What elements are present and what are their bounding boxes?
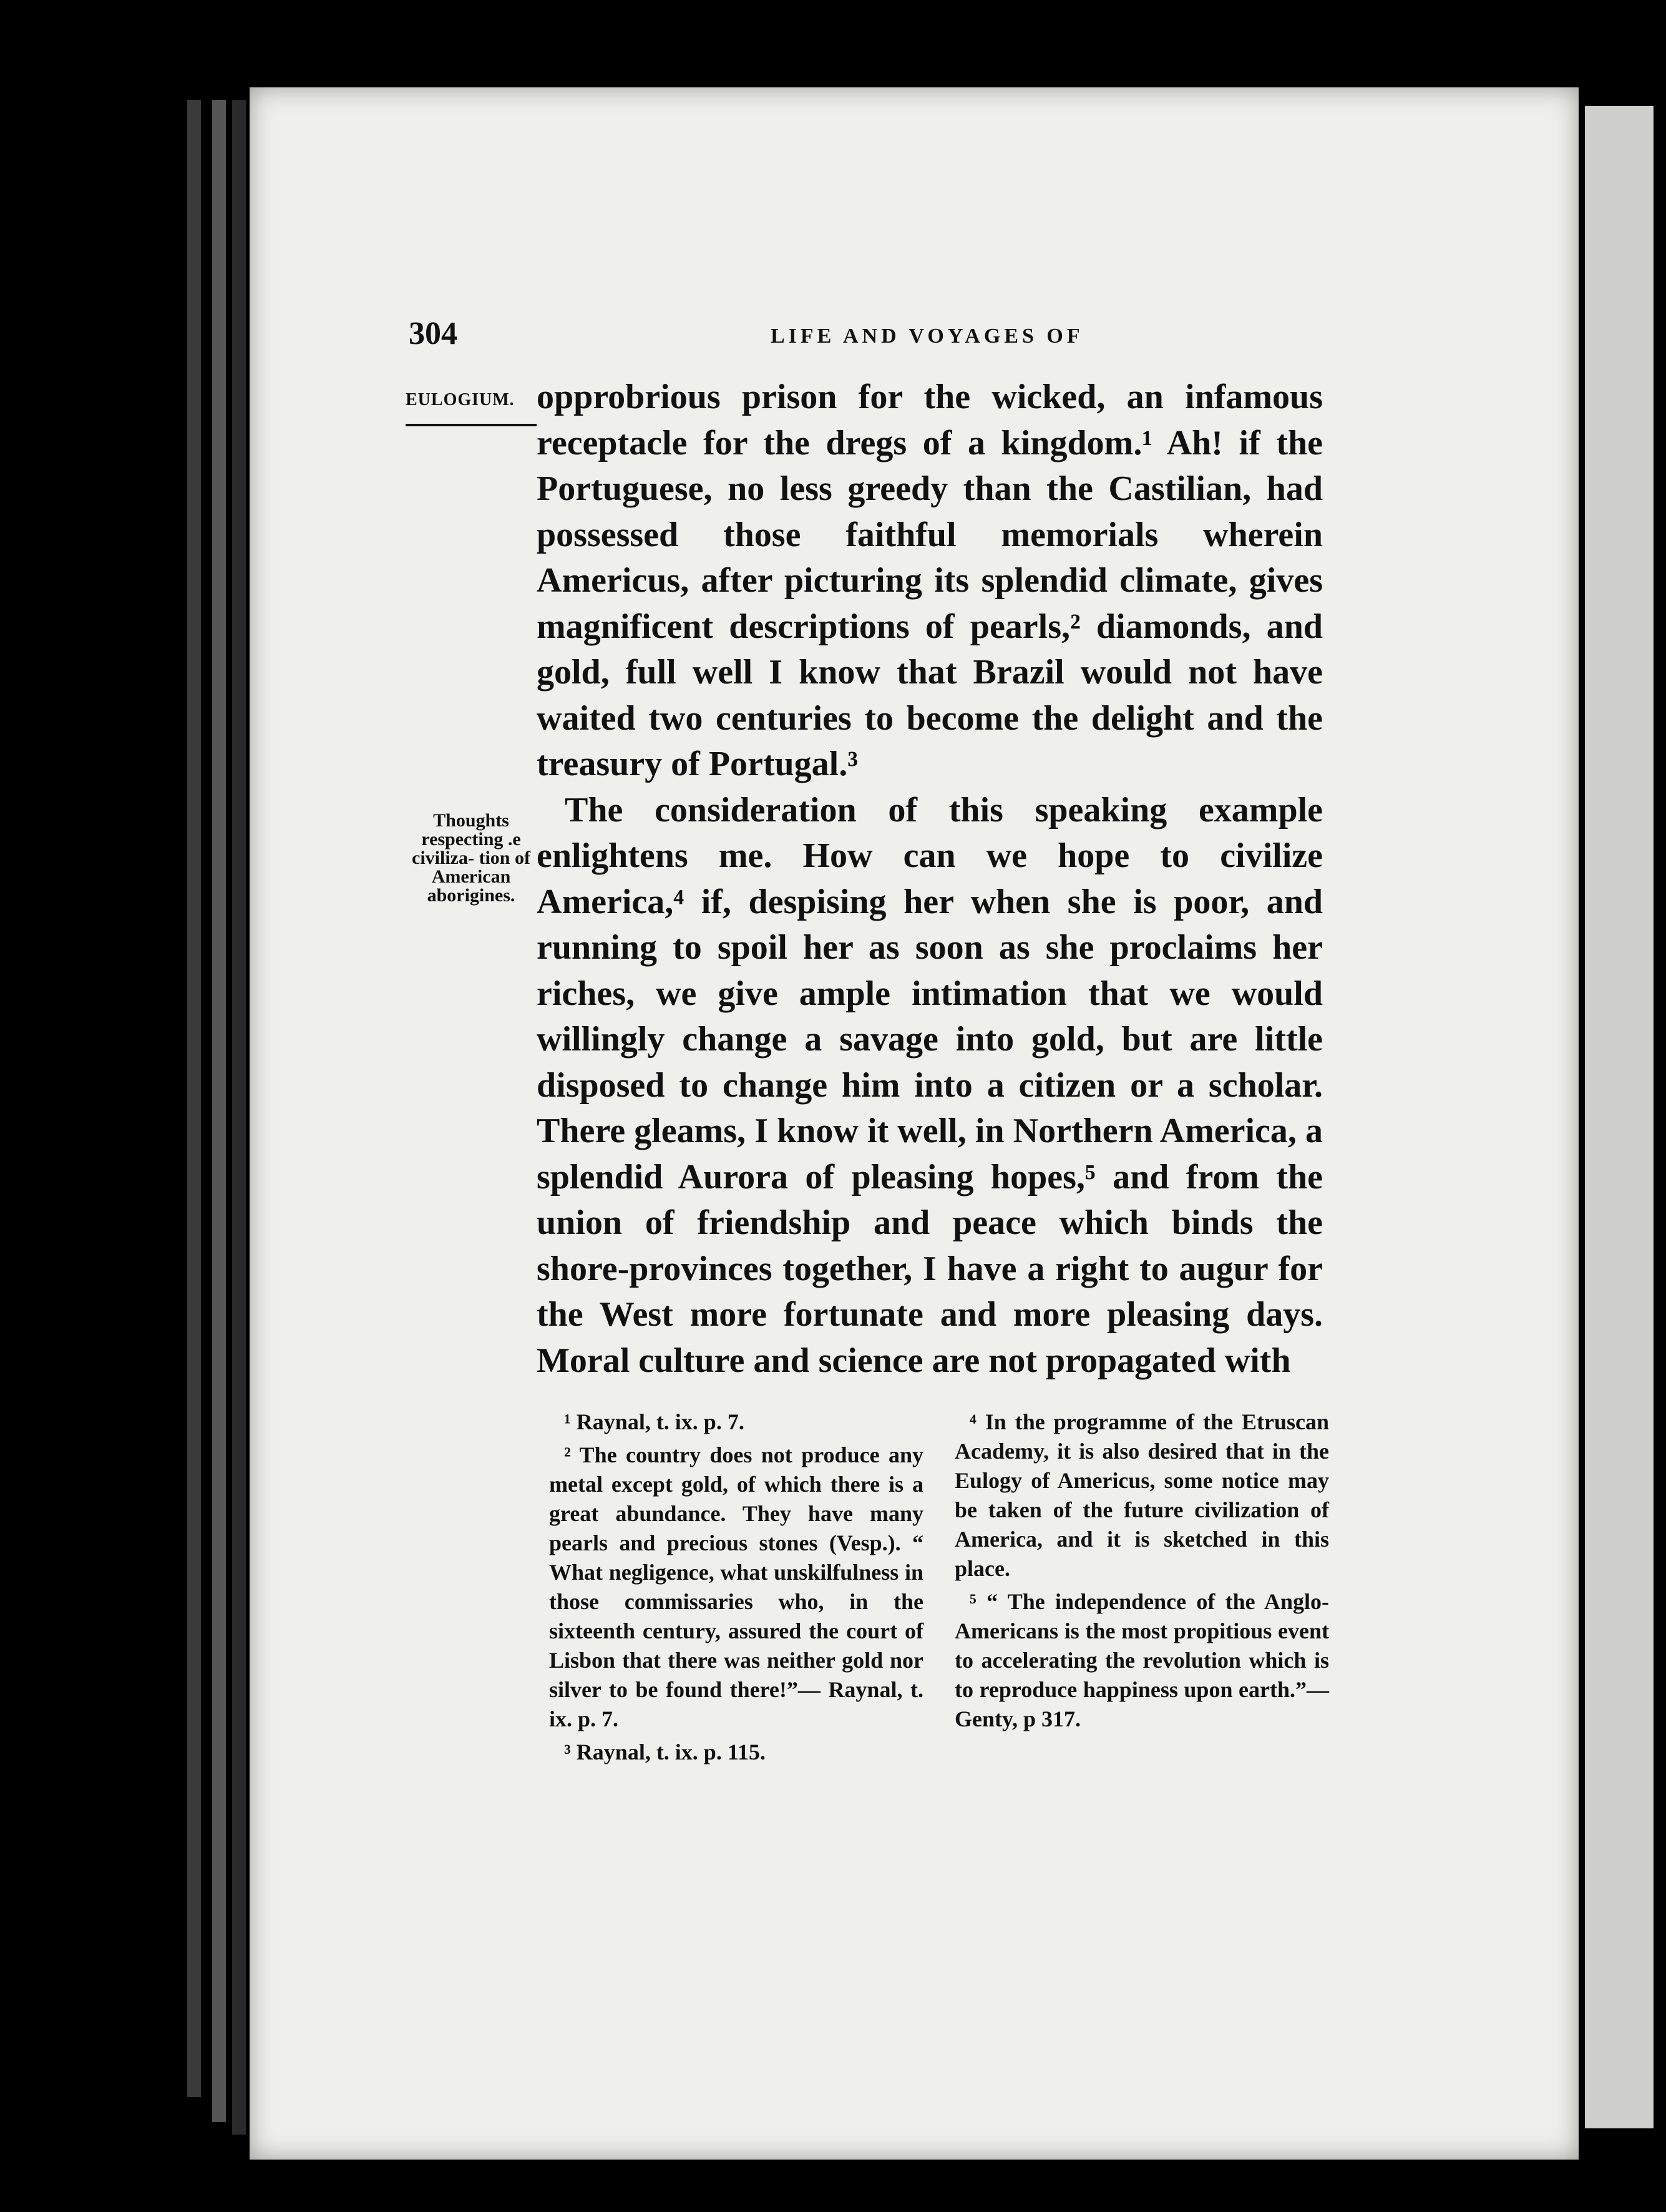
paragraph: The consideration of this speaking example enlightens me. How can we hope to civilize America,⁴ if, despising her when she is poor, and running to spoil her as soon as she proclaims her riches, we give ample intimation that we would willingly change a savage into gold, but are little disposed to change him into a citizen or a scholar. There gleams, I know it well, in Northern America, a splendid Aurora of pleasing hopes,⁵ and from the union of friendship and peace which binds the shore-provinces together, I have a right to augur for the West more fortunate and more pleasing days. Moral culture and science are not propagated with xyxy=(537,790,1323,1380)
running-head: LIFE AND VOYAGES OF xyxy=(771,325,1084,348)
footnote: ² The country does not produce any metal except gold, of which there is a great abundance. They have many pearls and precious stones (Vesp.). “ What negligence, what unskilfulness in those commissaries who, in the sixteenth century, assured the court of Lisbon that there was neither gold nor silver to be found there!”— Raynal, t. ix. p. 7. xyxy=(549,1442,923,1731)
footnote: ¹ Raynal, t. ix. p. 7. xyxy=(564,1409,744,1434)
footnote: ³ Raynal, t. ix. p. 115. xyxy=(564,1740,766,1764)
margin-note: Thoughts respecting .e civiliza- tion of American aborigines. xyxy=(412,810,530,906)
page-number: 304 xyxy=(409,316,457,351)
book-edge xyxy=(212,100,226,2122)
paragraph: opprobrious prison for the wicked, an infamous receptacle for the dregs of a kingdom.¹ Ah! if the Portuguese, no less greedy than the Castilian, had possessed those faithful memorials wherein Americus, after picturing its splendid climate, gives magnificent descriptions of pearls,² diamonds, and gold, full well I know that Brazil would not have waited two centuries to become the delight and the treasury of Portugal.³ xyxy=(537,378,1323,783)
footnote-column-right xyxy=(955,1407,1329,1738)
footnote-column-left xyxy=(549,1407,923,1771)
footnote: ⁴ In the programme of the Etruscan Academy, it is also desired that in the Eulogy of Americus, some notice may be taken of the future civilization of America, and it is sketched in this place. xyxy=(955,1409,1329,1581)
side-note: EULOGIUM. xyxy=(406,390,537,426)
book-edge xyxy=(187,100,201,2097)
page-header xyxy=(409,315,1332,371)
next-page-edge xyxy=(1585,106,1654,2128)
book-edge xyxy=(232,100,246,2135)
body-text xyxy=(537,374,1323,1384)
footnote: ⁵ “ The independence of the Anglo-Americans is the most propitious event to accelerating the revolution which is to reproduce happiness upon earth.”—Genty, p 317. xyxy=(955,1589,1329,1731)
